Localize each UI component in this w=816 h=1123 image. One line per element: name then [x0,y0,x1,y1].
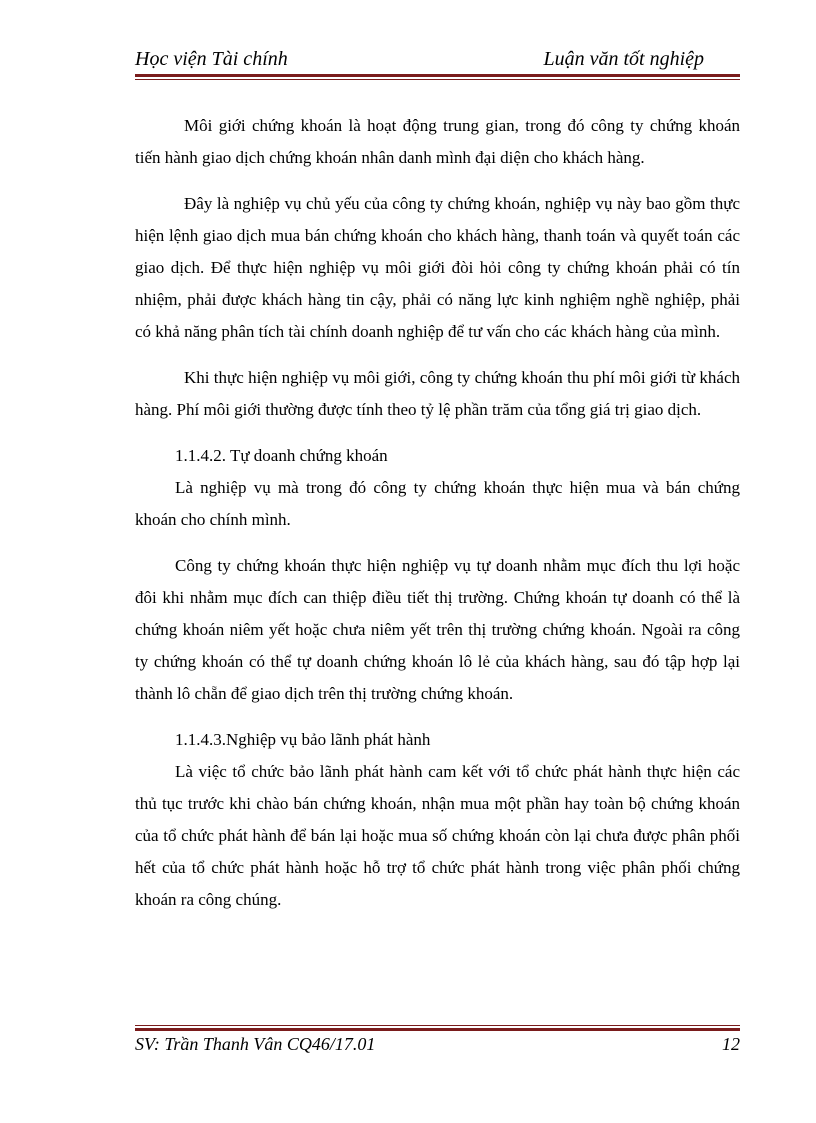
section-heading-proprietary-trading: 1.1.4.2. Tự doanh chứng khoán [175,446,388,465]
paragraph-proprietary-purpose: Công ty chứng khoán thực hiện nghiệp vụ tự doanh nhằm mục đích thu lợi hoặc đôi khi nhằm mục đích can thiệp điều tiết thị trường. Chứng khoán tự doanh có thể là chứng khoán niêm yết hoặc chưa niêm yết trên thị trường chứng khoán. Ngoài ra công ty chứng khoán có thể tự doanh chứng khoán lô lẻ của khách hàng, sau đó tập hợp lại thành lô chẵn để giao dịch trên thị trường chứng khoán. [135,556,740,703]
paragraph-underwriting-definition: Là việc tổ chức bảo lãnh phát hành cam kết với tổ chức phát hành thực hiện các thủ tục trước khi chào bán chứng khoán, nhận mua một phần hay toàn bộ chứng khoán của tổ chức phát hành để bán lại hoặc mua số chứng khoán còn lại chưa được phân phối hết của tổ chức phát hành hoặc hỗ trợ tổ chức phát hành trong việc phân phối chứng khoán ra công chúng. [135,762,740,909]
footer-student: SV: Trần Thanh Vân CQ46/17.01 [135,1034,376,1054]
header-document-type: Luận văn tốt nghiệp [543,48,704,70]
page-footer [135,1034,740,1060]
section-heading-underwriting: 1.1.4.3.Nghiệp vụ bảo lãnh phát hành [175,730,431,749]
paragraph-brokerage-fee: Khi thực hiện nghiệp vụ môi giới, công ty chứng khoán thu phí môi giới từ khách hàng. Phí môi giới thường được tính theo tỷ lệ phần trăm của tổng giá trị giao dịch. [135,368,740,419]
footer-rule [135,1025,740,1031]
page-body [135,110,740,916]
header-rule [135,74,740,80]
header-institution: Học viện Tài chính [135,48,288,70]
paragraph-brokerage-definition: Môi giới chứng khoán là hoạt động trung gian, trong đó công ty chứng khoán tiến hành giao dịch chứng khoán nhân danh mình đại diện cho khách hàng. [135,116,740,167]
paragraph-proprietary-definition: Là nghiệp vụ mà trong đó công ty chứng khoán thực hiện mua và bán chứng khoán cho chính mình. [135,478,740,529]
paragraph-brokerage-role: Đây là nghiệp vụ chủ yếu của công ty chứng khoán, nghiệp vụ này bao gồm thực hiện lệnh giao dịch mua bán chứng khoán cho khách hàng, thanh toán và quyết toán các giao dịch. Để thực hiện nghiệp vụ môi giới đòi hỏi công ty chứng khoán phải có tín nhiệm, phải được khách hàng tin cậy, phải có năng lực kinh nghiệm nghề nghiệp, phải có khả năng phân tích tài chính doanh nghiệp để tư vấn cho các khách hàng của mình. [135,194,740,341]
page-number: 12 [722,1034,740,1054]
page-header [135,46,740,76]
